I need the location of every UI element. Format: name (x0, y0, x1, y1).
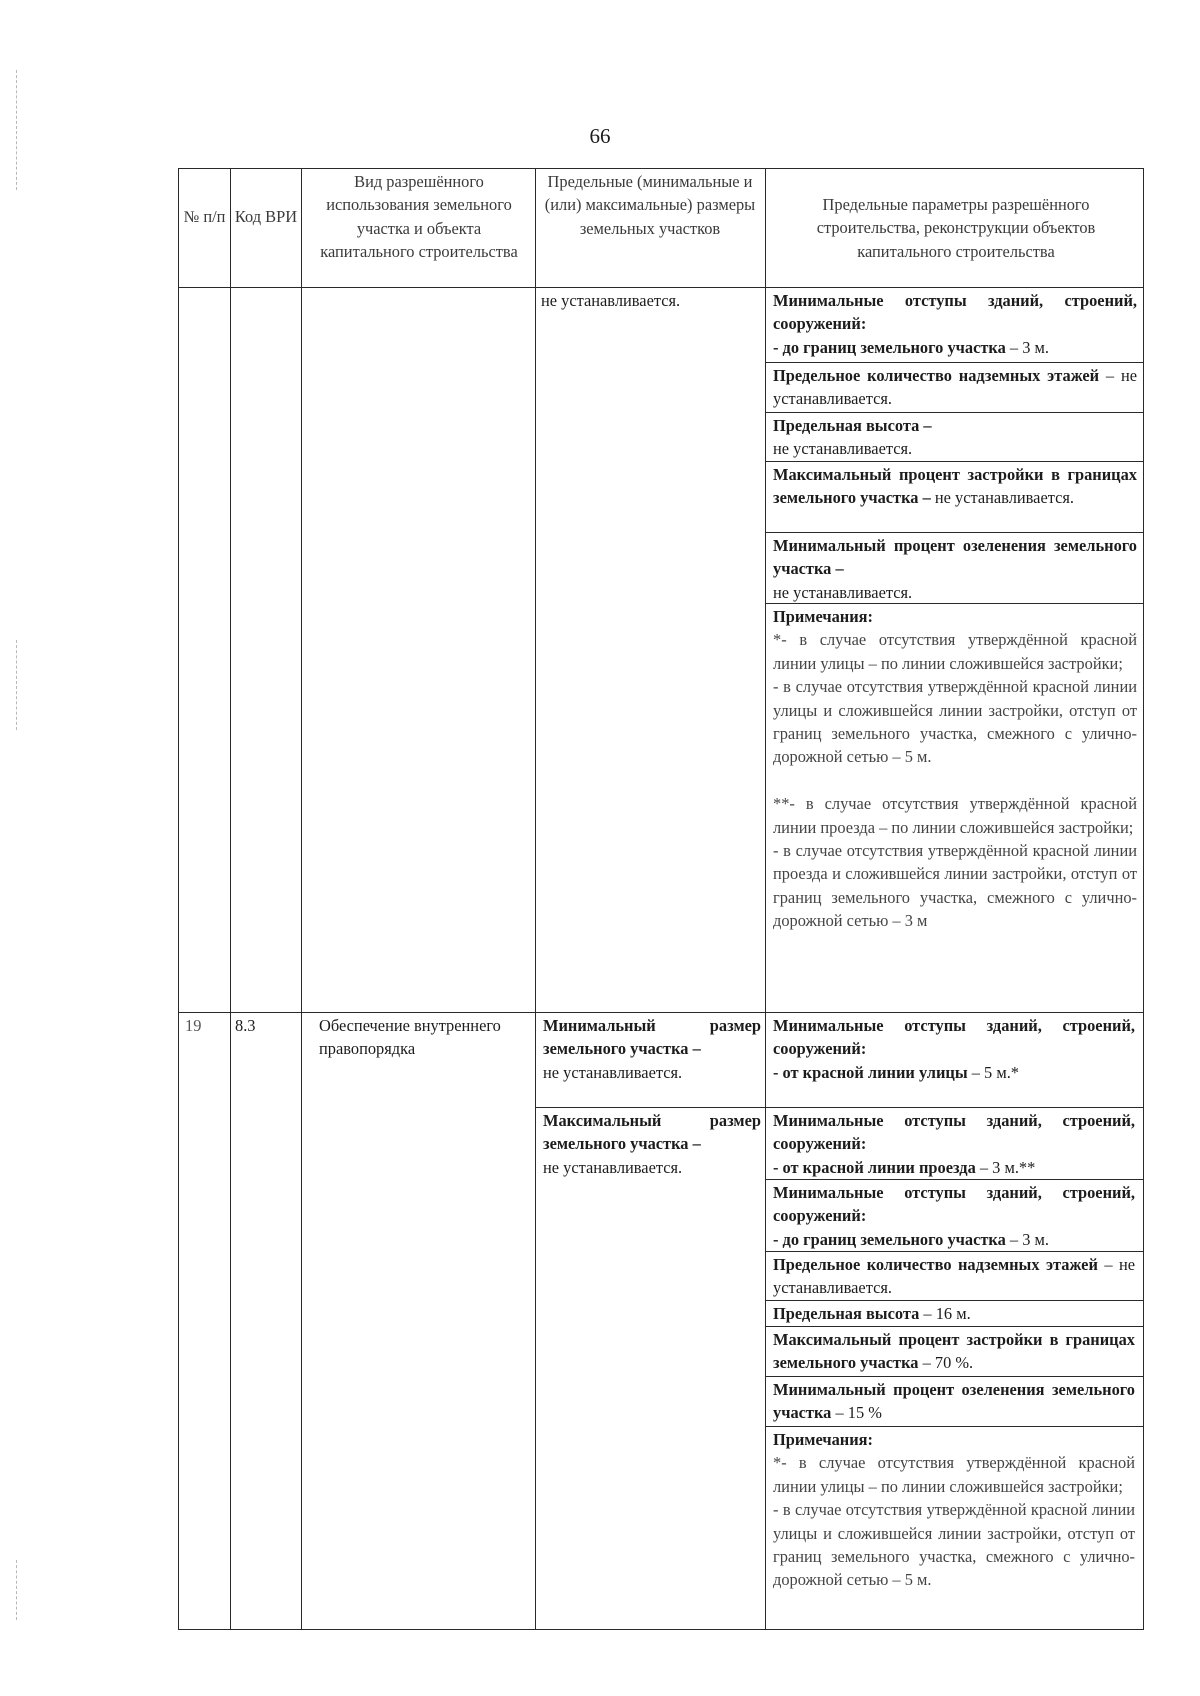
prev-param-max-coverage: Максимальный процент застройки в границах земельного участка – не устанавливается. (773, 465, 1137, 508)
cell-divider (765, 532, 1143, 533)
row-divider (179, 1012, 1143, 1013)
cell-divider (765, 1300, 1143, 1301)
cell-divider (765, 461, 1143, 462)
cell-divider (765, 1326, 1143, 1327)
column-divider (535, 169, 536, 1629)
row19-max-size: Максимальный размер земельного участка – не устанавливается. (543, 1111, 761, 1177)
page-number: 66 (589, 124, 611, 148)
header-num: № п/п (183, 207, 226, 226)
row19-num: 19 (185, 1016, 202, 1035)
row19-min-size: Минимальный размер земельного участка – не устанавливается. (543, 1016, 761, 1082)
row19-notes: Примечания: *- в случае отсутствия утверждённой красной линии улицы – по линии сложившейся застройки; - в случае отсутствия утверждённой красной линии улицы и сложившейся линии застройки, отступ от границ земельного участка, смежного с улично-дорожной сетью – 5 м. (773, 1430, 1135, 1590)
cell-divider (765, 412, 1143, 413)
header-build-params: Предельные параметры разрешённого строительства, реконструкции объектов капитального строительства (816, 195, 1096, 261)
column-divider (301, 169, 302, 1629)
prev-param-height: Предельная высота – не устанавливается. (773, 416, 932, 459)
cell-divider (765, 1426, 1143, 1427)
row19-use-type: Обеспечение внутреннего правопорядка (319, 1016, 501, 1059)
scan-edge-mark (16, 1560, 18, 1620)
cell-divider (765, 1179, 1143, 1180)
header-plot-sizes: Предельные (минимальные и (или) максимальные) размеры земельных участков (544, 172, 756, 238)
row19-max-coverage: Максимальный процент застройки в границах земельного участка – 70 %. (773, 1330, 1135, 1373)
scan-edge-mark (16, 640, 18, 730)
prev-notes: Примечания: *- в случае отсутствия утверждённой красной линии улицы – по линии сложившейся застройки; - в случае отсутствия утверждённой красной линии улицы и сложившейся линии застройки, отступ от границ земельного участка, смежного с улично-дорожной сетью – 5 м. **- в случае отсутствия утверждённой красной линии проезда – по линии сложившейся застройки; - в случае отсутствия утверждённой красной линии проезда и сложившейся линии застройки, отступ от границ земельного участка, смежного с улично-дорожной сетью – 3 м (773, 607, 1137, 931)
header-code: Код ВРИ (234, 207, 298, 226)
prev-param-setbacks: Минимальные отступы зданий, строений, сооружений: - до границ земельного участка – 3 м. (773, 291, 1137, 357)
cell-divider (765, 603, 1143, 604)
row19-height: Предельная высота – 16 м. (773, 1304, 971, 1323)
header-divider (179, 287, 1143, 288)
prev-size-text: не устанавливается. (541, 291, 681, 310)
cell-divider (535, 1107, 765, 1108)
cell-divider (765, 362, 1143, 363)
column-divider (765, 169, 766, 1629)
prev-param-min-greenery: Минимальный процент озеленения земельного участка – не устанавливается. (773, 536, 1137, 602)
row19-floors: Предельное количество надземных этажей – не устанавливается. (773, 1255, 1135, 1298)
prev-param-floors: Предельное количество надземных этажей – не устанавливается. (773, 366, 1137, 409)
column-divider (230, 169, 231, 1629)
row19-code: 8.3 (235, 1016, 256, 1035)
row19-setback-boundary: Минимальные отступы зданий, строений, сооружений: - до границ земельного участка – 3 м. (773, 1183, 1135, 1249)
cell-divider (765, 1107, 1143, 1108)
regulations-table (178, 168, 1144, 1630)
row19-setback-street: Минимальные отступы зданий, строений, сооружений: - от красной линии улицы – 5 м.* (773, 1016, 1135, 1082)
cell-divider (765, 1251, 1143, 1252)
header-use-type: Вид разрешённого использования земельного участка и объекта капитального строительства (320, 172, 518, 262)
row19-min-greenery: Минимальный процент озеленения земельного участка – 15 % (773, 1380, 1135, 1423)
cell-divider (765, 1376, 1143, 1377)
row19-setback-driveway: Минимальные отступы зданий, строений, сооружений: - от красной линии проезда – 3 м.** (773, 1111, 1135, 1177)
